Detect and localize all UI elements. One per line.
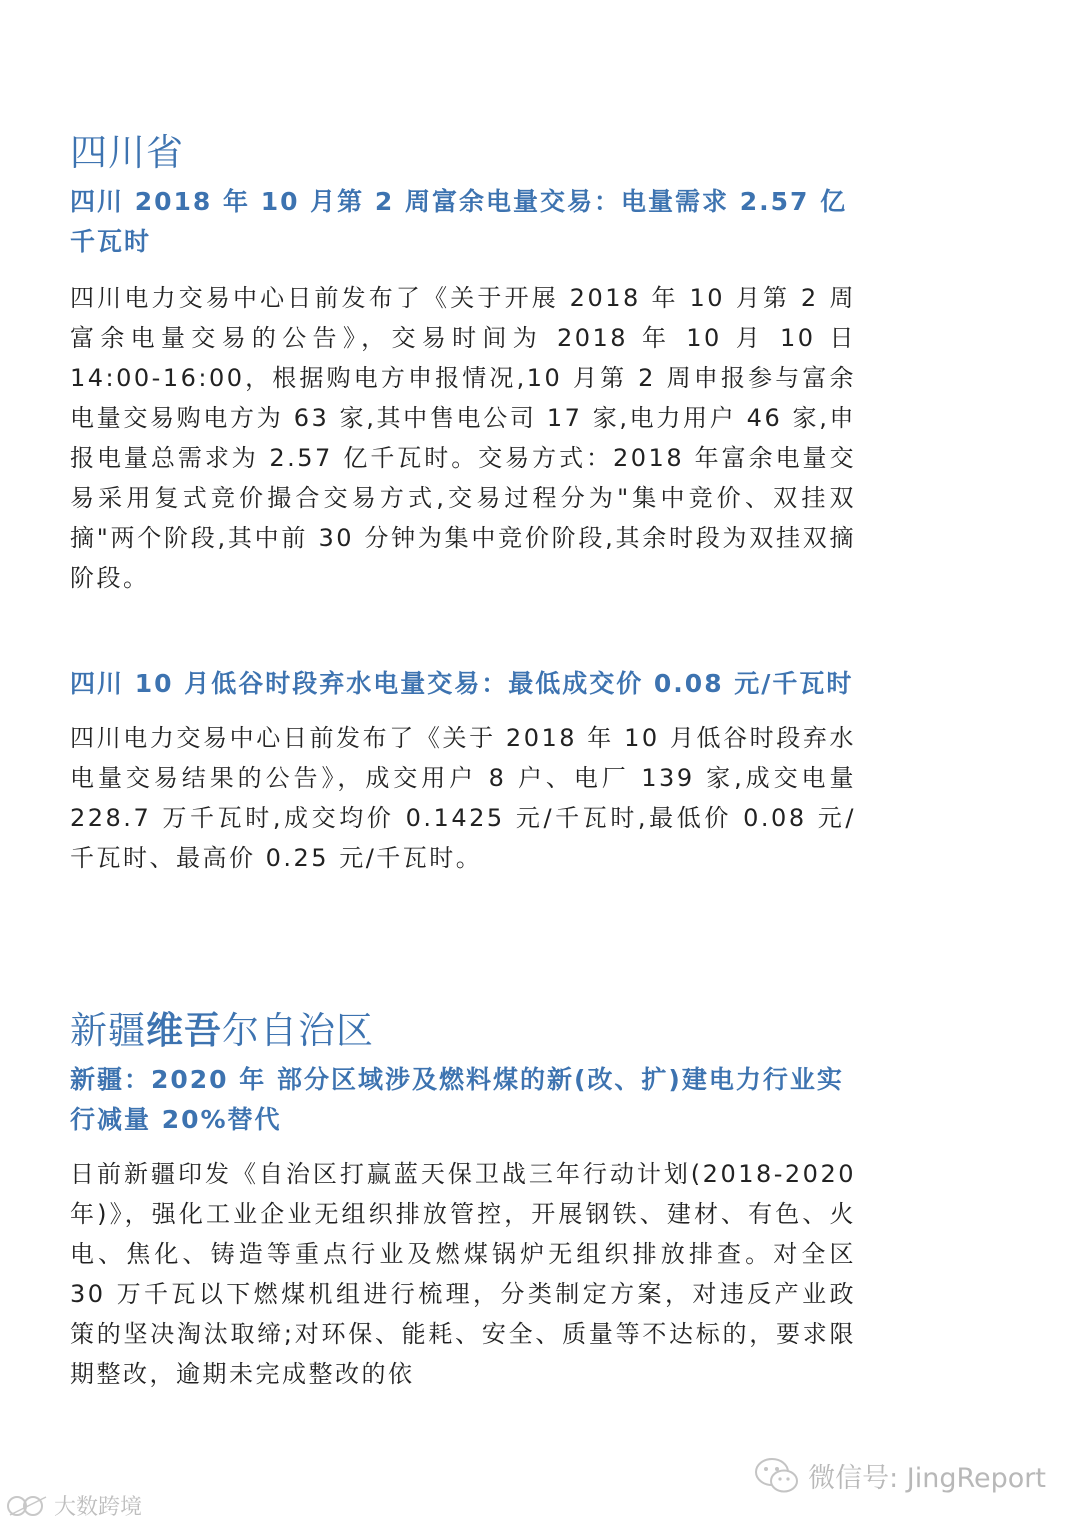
article-heading-2: 四川 10 月低谷时段弃水电量交易：最低成交价 0.08 元/千瓦时 [70, 669, 854, 698]
article-body-3: 日前新疆印发《自治区打赢蓝天保卫战三年行动计划(2018-2020 年)》，强化工业企业无组织排放管控，开展钢铁、建材、有色、火电、焦化、铸造等重点行业及燃煤锅炉无组织排放排查。对全区 30 万千瓦以下燃煤机组进行梳理，分类制定方案，对违反产业政策的坚决淘汰取缔;对环保、能耗、安全、质量等不达标的，要求限期整改，逾期未完成整改的依 [70, 1160, 856, 1388]
region-title-part: 新疆 [70, 1009, 146, 1052]
region-title-sichuan: 四川省 [70, 131, 184, 174]
wechat-id-text: 微信号: JingReport [808, 1463, 1046, 1494]
site-logo-icon [6, 1493, 50, 1519]
article-heading-3: 新疆：2020 年 部分区域涉及燃料煤的新(改、扩)建电力行业实行减量 20%替代 [70, 1065, 844, 1134]
region-title-part: 维吾 [146, 1009, 222, 1052]
region-title-part: 尔自治区 [222, 1009, 374, 1052]
article-heading-1: 四川 2018 年 10 月第 2 周富余电量交易：电量需求 2.57 亿千瓦时 [70, 187, 848, 256]
article-body-1: 四川电力交易中心日前发布了《关于开展 2018 年 10 月第 2 周富余电量交易的公告》，交易时间为 2018 年 10 月 10 日14:00-16:00，根据购电方申报情况,10 月第 2 周申报参与富余电量交易购电方为 63 家,其中售电公司 17 家,电力用户 46 家,申报电量总需求为 2.57 亿千瓦时。交易方式：2018 年富余电量交易采用复式竞价撮合交易方式,交易过程分为"集中竞价、双挂双摘"两个阶段,其中前 30 分钟为集中竞价阶段,其余时段为双挂双摘阶段。 [70, 284, 856, 592]
article-body-2: 四川电力交易中心日前发布了《关于 2018 年 10 月低谷时段弃水电量交易结果的公告》，成交用户 8 户、电厂 139 家,成交电量 228.7 万千瓦时,成交均价 0.1425 元/千瓦时,最低价 0.08 元/千瓦时、最高价 0.25 元/千瓦时。 [70, 724, 856, 872]
site-watermark-text: 大数跨境 [54, 1495, 143, 1520]
region-title-xinjiang [70, 1000, 374, 1054]
wechat-watermark [754, 1456, 1046, 1495]
site-watermark [6, 1490, 142, 1521]
wechat-icon [754, 1457, 800, 1495]
